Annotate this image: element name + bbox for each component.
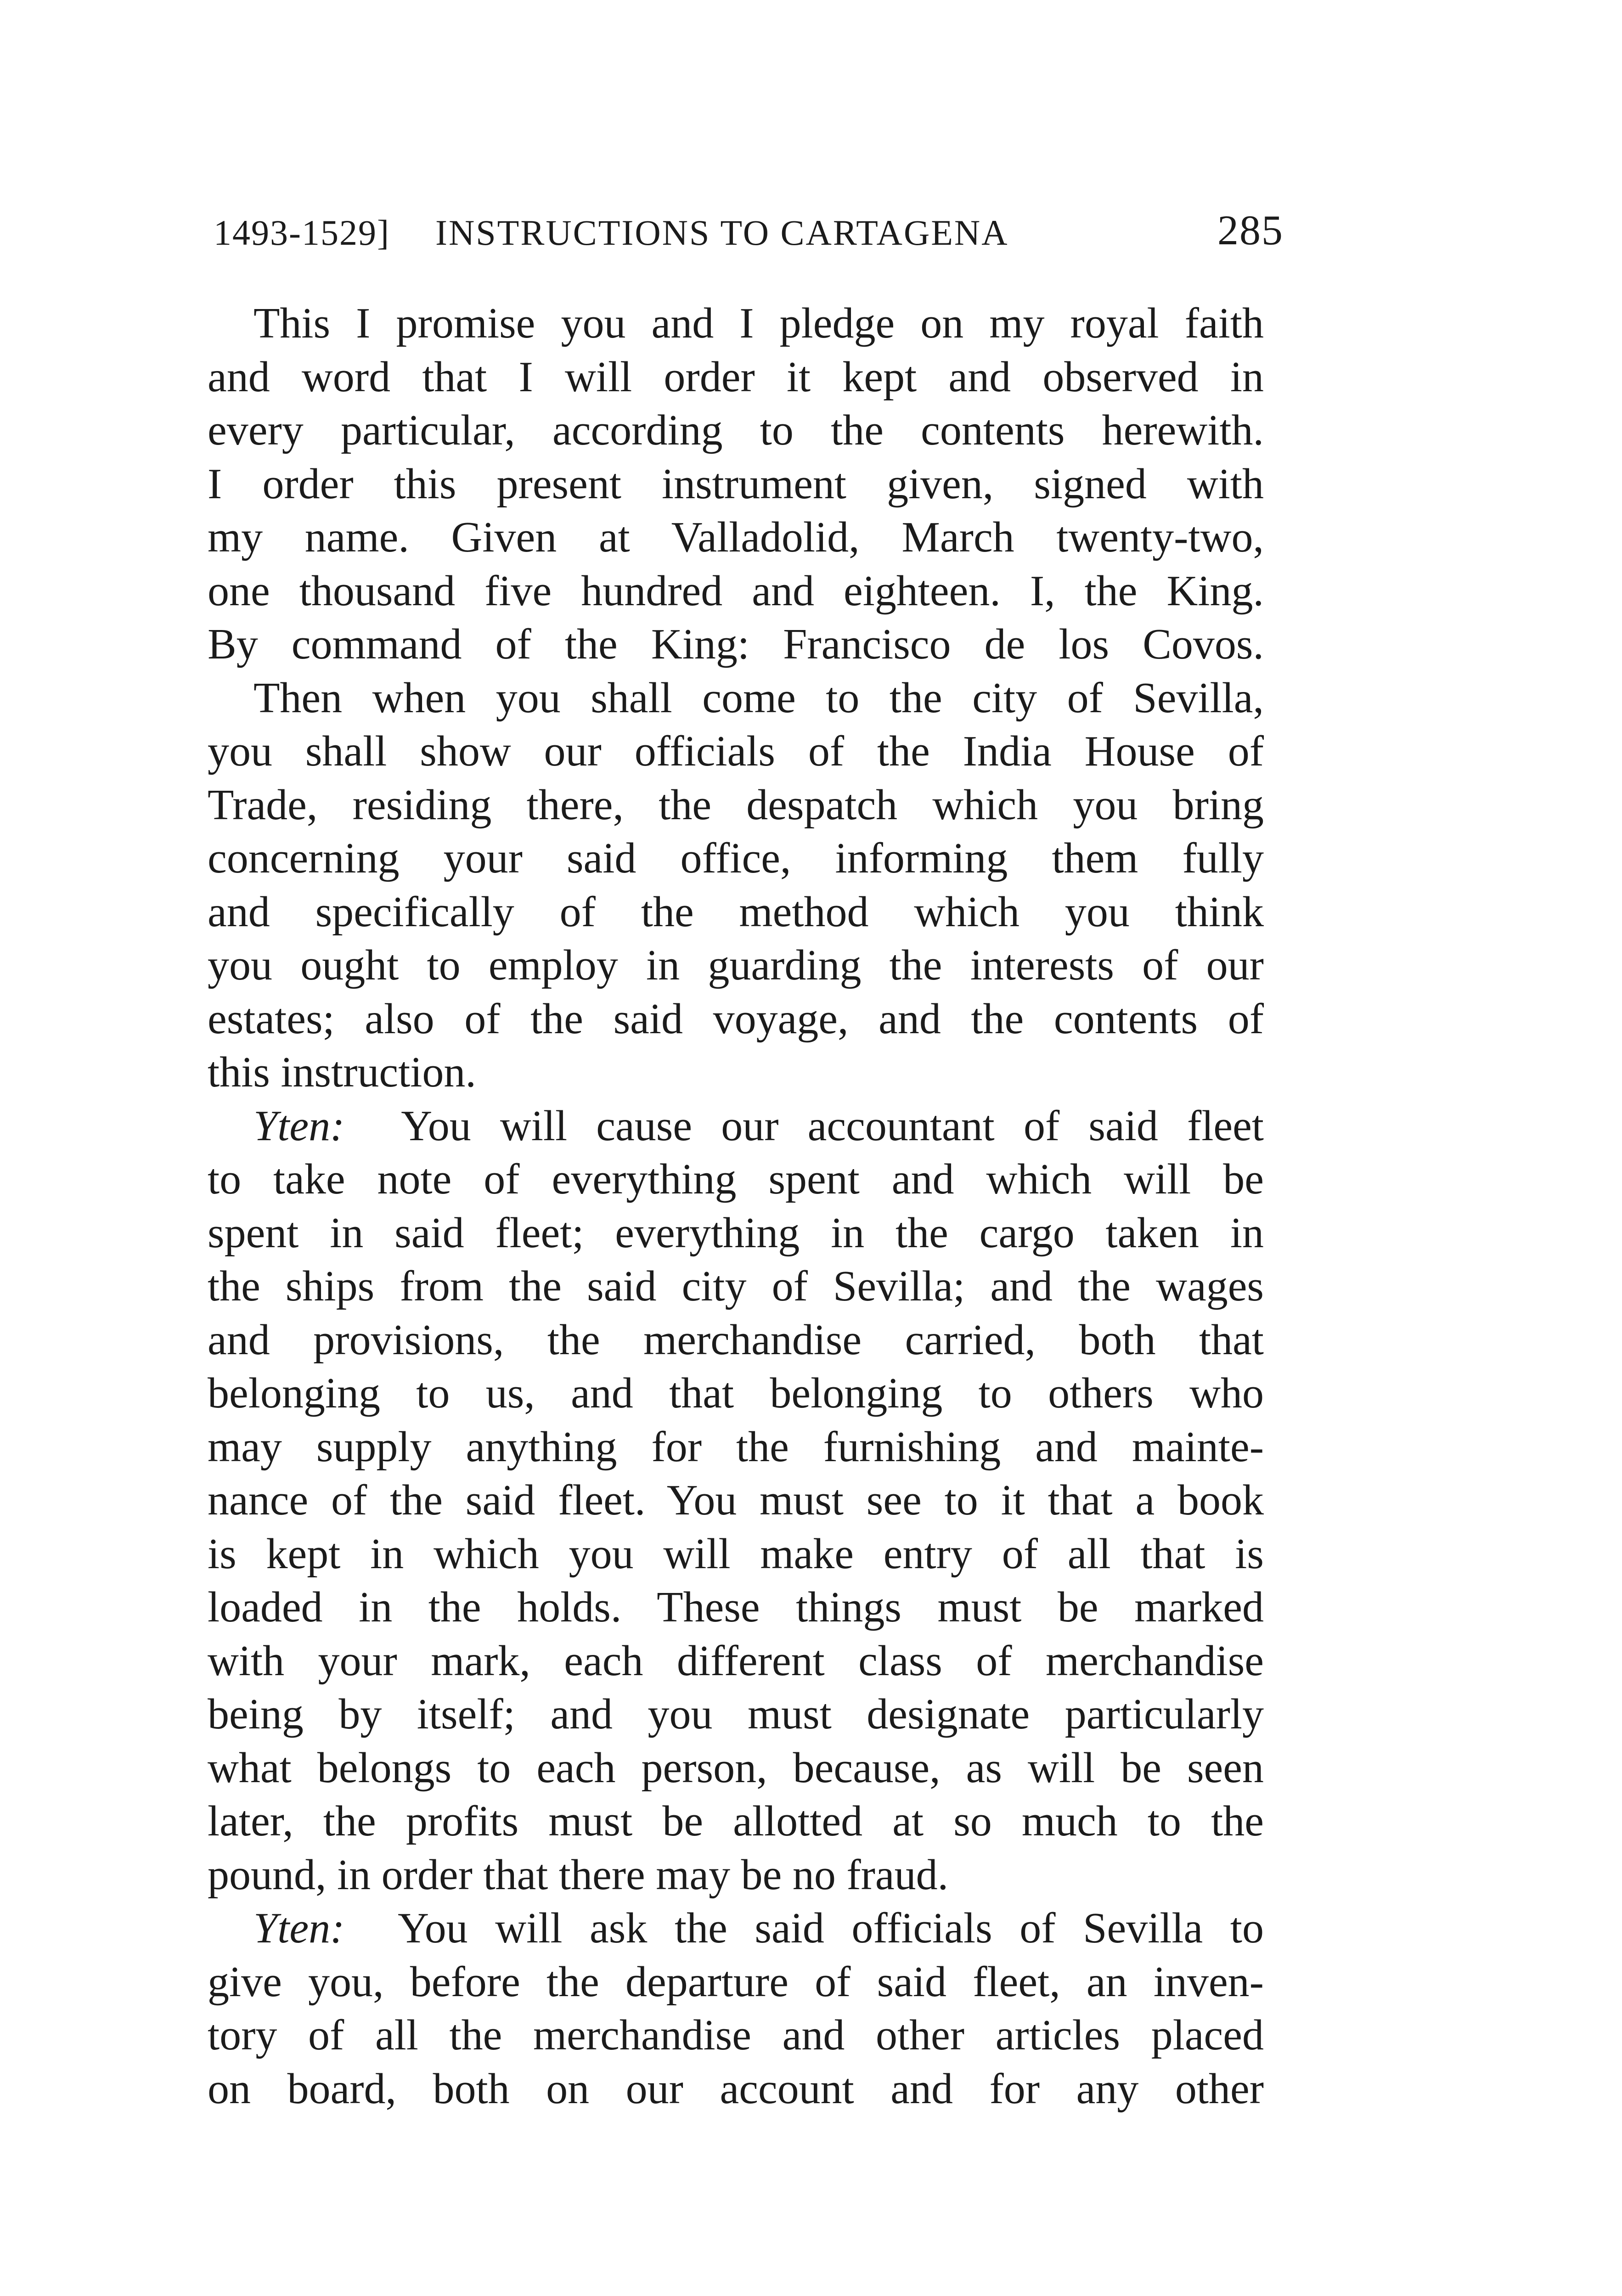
body-text — [208, 297, 1264, 2116]
text-line: to take note of everything spent and which will be — [208, 1155, 1264, 1203]
text-line: I order this present instrument given, signed with — [208, 460, 1264, 508]
text-line-with-lead — [208, 1902, 1264, 1955]
text-line: what belongs to each person, because, as will be seen — [208, 1744, 1264, 1792]
text-line: concerning your said office, informing them fully — [208, 834, 1264, 882]
text-line: and provisions, the merchandise carried, both that — [208, 1316, 1264, 1364]
text-line: one thousand five hundred and eighteen. I, the King. — [208, 567, 1264, 615]
running-head-title: INSTRUCTIONS TO CARTAGENA — [435, 213, 1009, 253]
text-line: is kept in which you will make entry of all that is — [208, 1530, 1264, 1578]
text-line: pound, in order that there may be no fraud. — [208, 1851, 949, 1899]
text-line: Trade, residing there, the despatch which you bring — [208, 781, 1264, 829]
text-line: tory of all the merchandise and other articles placed — [208, 2011, 1264, 2059]
text-line: nance of the said fleet. You must see to it that a book — [208, 1476, 1264, 1524]
paragraph-lead: Yten: — [253, 1102, 345, 1150]
text-line: loaded in the holds. These things must be marked — [208, 1583, 1264, 1631]
text-line: every particular, according to the contents herewith. — [208, 406, 1264, 454]
paragraph-2 — [208, 671, 1264, 1099]
text-line: you shall show our officials of the India House of — [208, 727, 1264, 775]
text-line-rest: You will cause our accountant of said fleet — [401, 1102, 1264, 1150]
running-head — [214, 202, 1284, 253]
text-line-rest: You will ask the said officials of Sevilla to — [398, 1904, 1264, 1952]
text-line: this instruction. — [208, 1048, 476, 1096]
paragraph-4 — [208, 1902, 1264, 2116]
text-line-with-lead — [208, 1099, 1264, 1153]
text-line: This I promise you and I pledge on my royal faith — [253, 299, 1264, 347]
text-line: with your mark, each different class of merchandise — [208, 1637, 1264, 1685]
text-line: may supply anything for the furnishing and mainte- — [208, 1423, 1264, 1471]
text-line: my name. Given at Valladolid, March twenty-two, — [208, 513, 1264, 561]
text-line: and specifically of the method which you think — [208, 888, 1264, 936]
text-line: give you, before the departure of said fleet, an inven- — [208, 1958, 1264, 2006]
text-line: Then when you shall come to the city of Sevilla, — [253, 674, 1264, 722]
text-line: and word that I will order it kept and observed in — [208, 353, 1264, 401]
running-head-years: 1493-1529] — [214, 213, 390, 253]
page-number: 285 — [1217, 207, 1284, 253]
paragraph-1 — [208, 297, 1264, 671]
text-line: belonging to us, and that belonging to others who — [208, 1369, 1264, 1417]
text-line: later, the profits must be allotted at so much to the — [208, 1797, 1264, 1845]
text-line: being by itself; and you must designate particularly — [208, 1690, 1264, 1738]
text-line: By command of the King: Francisco de los Covos. — [208, 620, 1264, 668]
paragraph-lead: Yten: — [253, 1904, 345, 1952]
text-line: spent in said fleet; everything in the cargo taken in — [208, 1209, 1264, 1257]
text-line: the ships from the said city of Sevilla; and the wages — [208, 1262, 1264, 1310]
text-line: on board, both on our account and for any other — [208, 2065, 1264, 2113]
text-line: estates; also of the said voyage, and the contents of — [208, 995, 1264, 1043]
paragraph-3 — [208, 1099, 1264, 1902]
text-line: you ought to employ in guarding the interests of our — [208, 941, 1264, 989]
